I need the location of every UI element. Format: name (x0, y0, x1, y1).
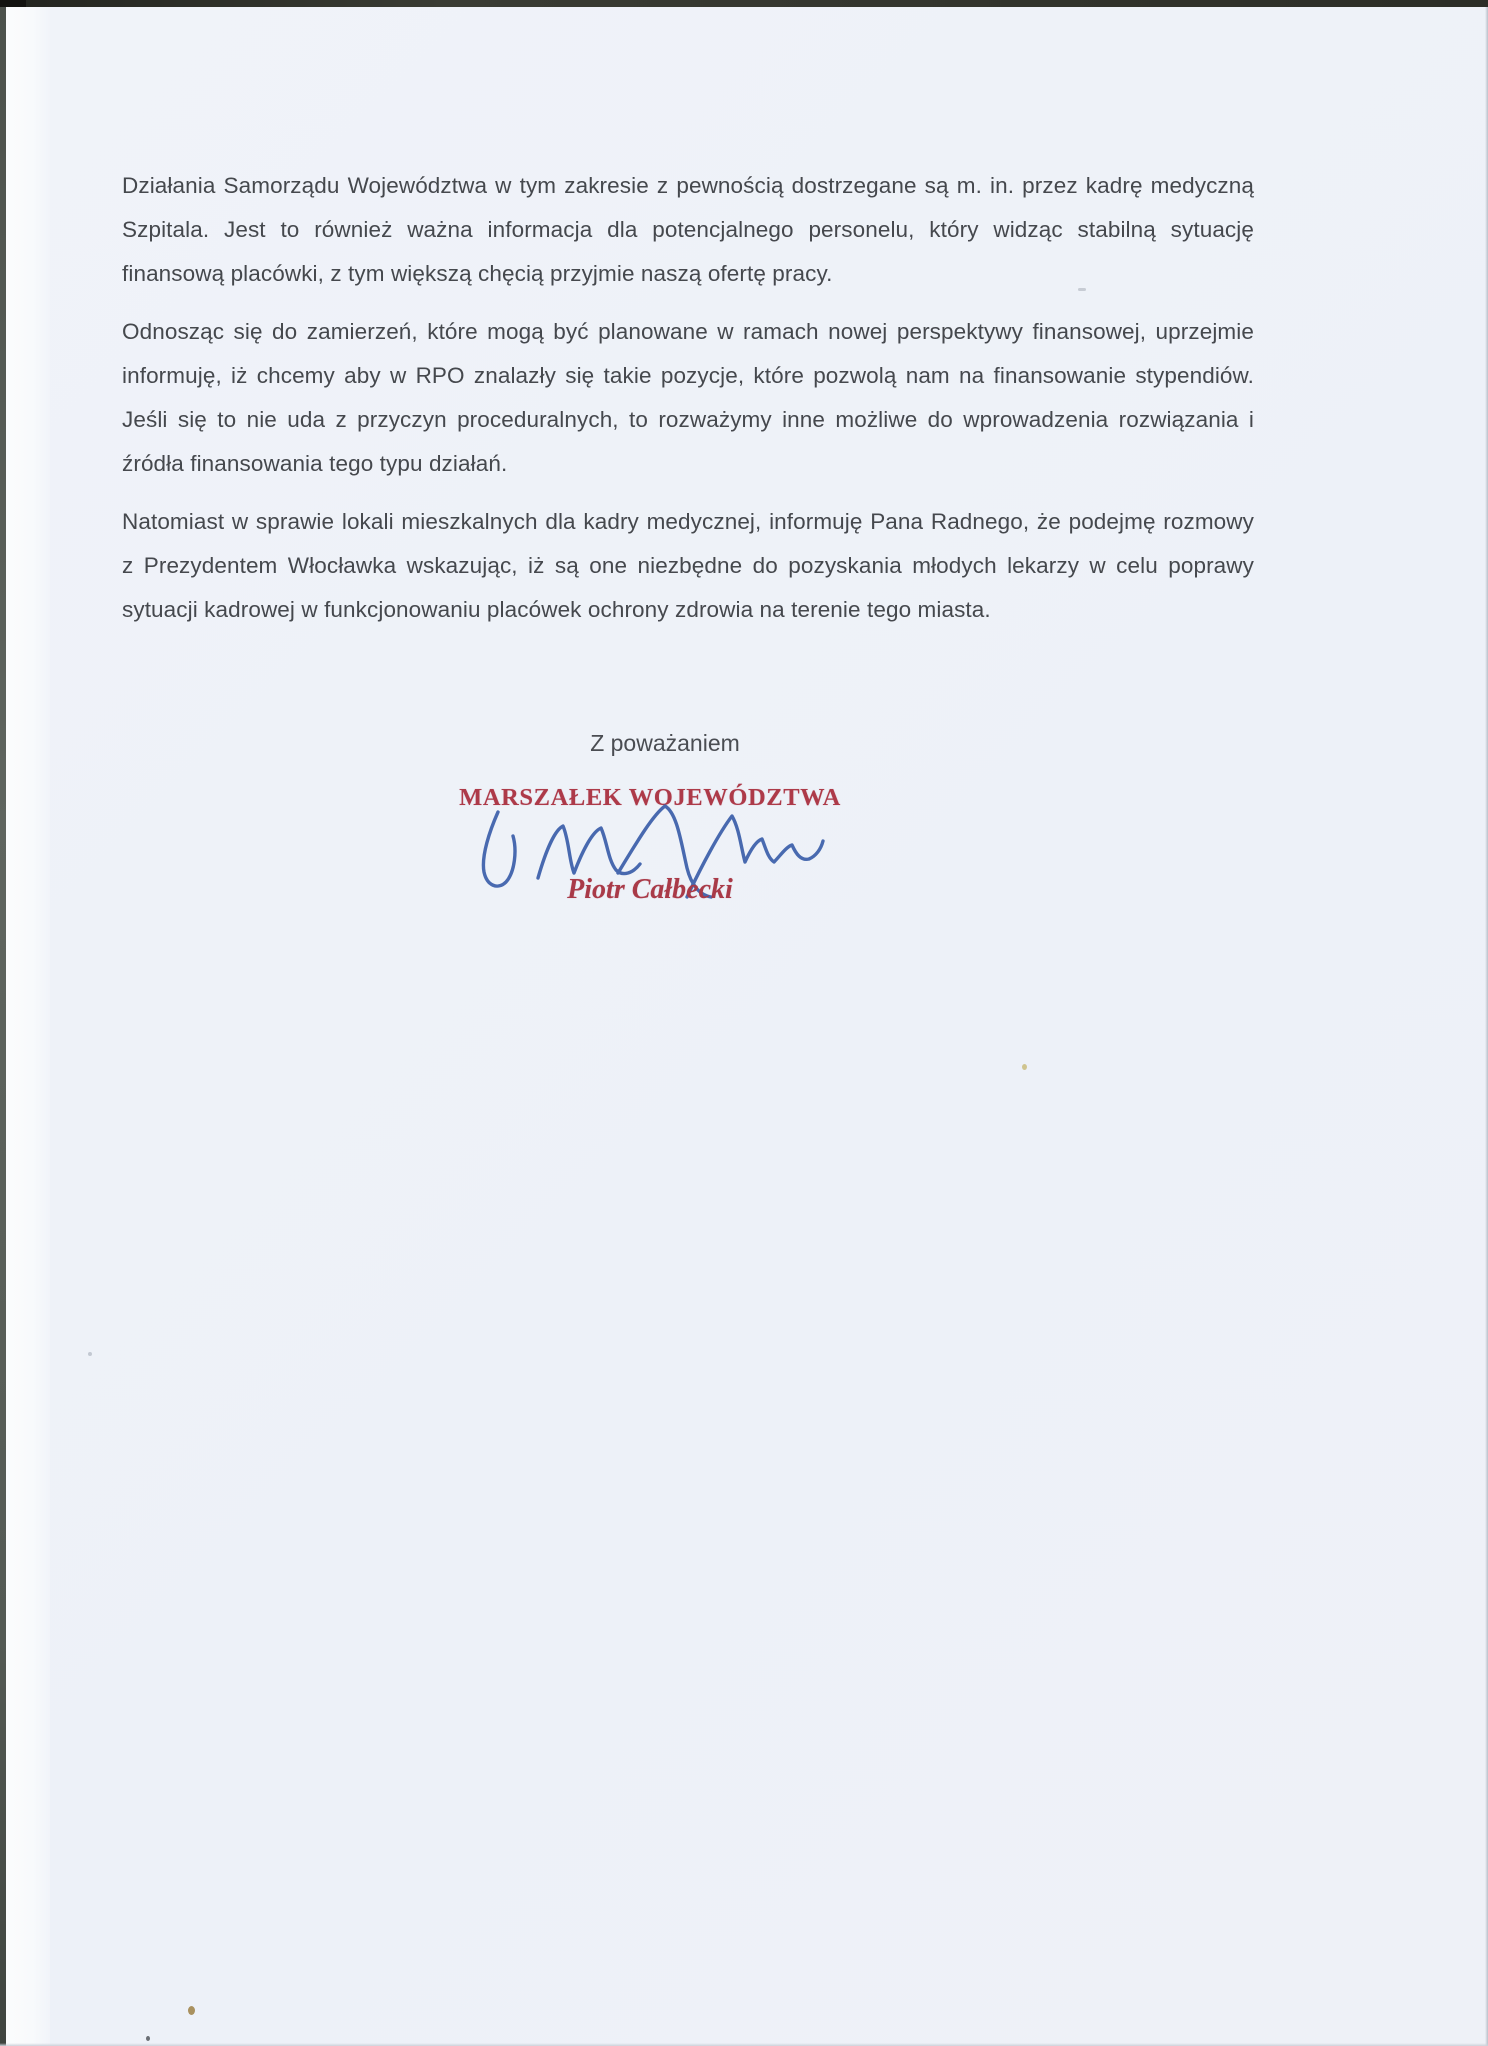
letter-paragraph: Natomiast w sprawie lokali mieszkalnych dla kadry medycznej, informuję Pana Radnego, że podejmę rozmowy z Prezydentem Włocławka wskazując, iż są one niezbędne do pozyskania młodych lekarzy w celu poprawy sytuacji kadrowej w funkcjonowaniu placówek ochrony zdrowia na terenie tego miasta. (122, 509, 1254, 622)
dust-speck (1022, 1064, 1027, 1070)
dust-speck (188, 2006, 195, 2015)
signer-name: Piotr Całbecki (567, 874, 733, 905)
letter-paragraph: Działania Samorządu Województwa w tym zakresie z pewnością dostrzegane są m. in. przez kadrę medyczną Szpitala. Jest to również ważna informacja dla potencjalnego personelu, który widząc stabilną sytuację finansową placówki, z tym większą chęcią przyjmie naszą ofertę pracy. (122, 173, 1254, 286)
marshal-title-stamp: MARSZAŁEK WOJEWÓDZTWA (459, 784, 841, 811)
closing-salutation: Z poważaniem (590, 730, 740, 756)
paper-left-edge (6, 7, 50, 2046)
dust-speck (146, 2036, 150, 2041)
scan-edge-top (0, 0, 1488, 7)
handwritten-signature-ink (440, 788, 900, 928)
dust-speck (88, 1352, 92, 1356)
letter-paragraph: Odnosząc się do zamierzeń, które mogą być planowane w ramach nowej perspektywy finansowej, uprzejmie informuję, iż chcemy aby w RPO znalazły się takie pozycje, które pozwolą nam na finansowanie stypendiów. Jeśli się to nie uda z przyczyn proceduralnych, to rozważymy inne możliwe do wprowadzenia rozwiązania i źródła finansowania tego typu działań. (122, 319, 1254, 476)
letter-body (122, 164, 1254, 646)
